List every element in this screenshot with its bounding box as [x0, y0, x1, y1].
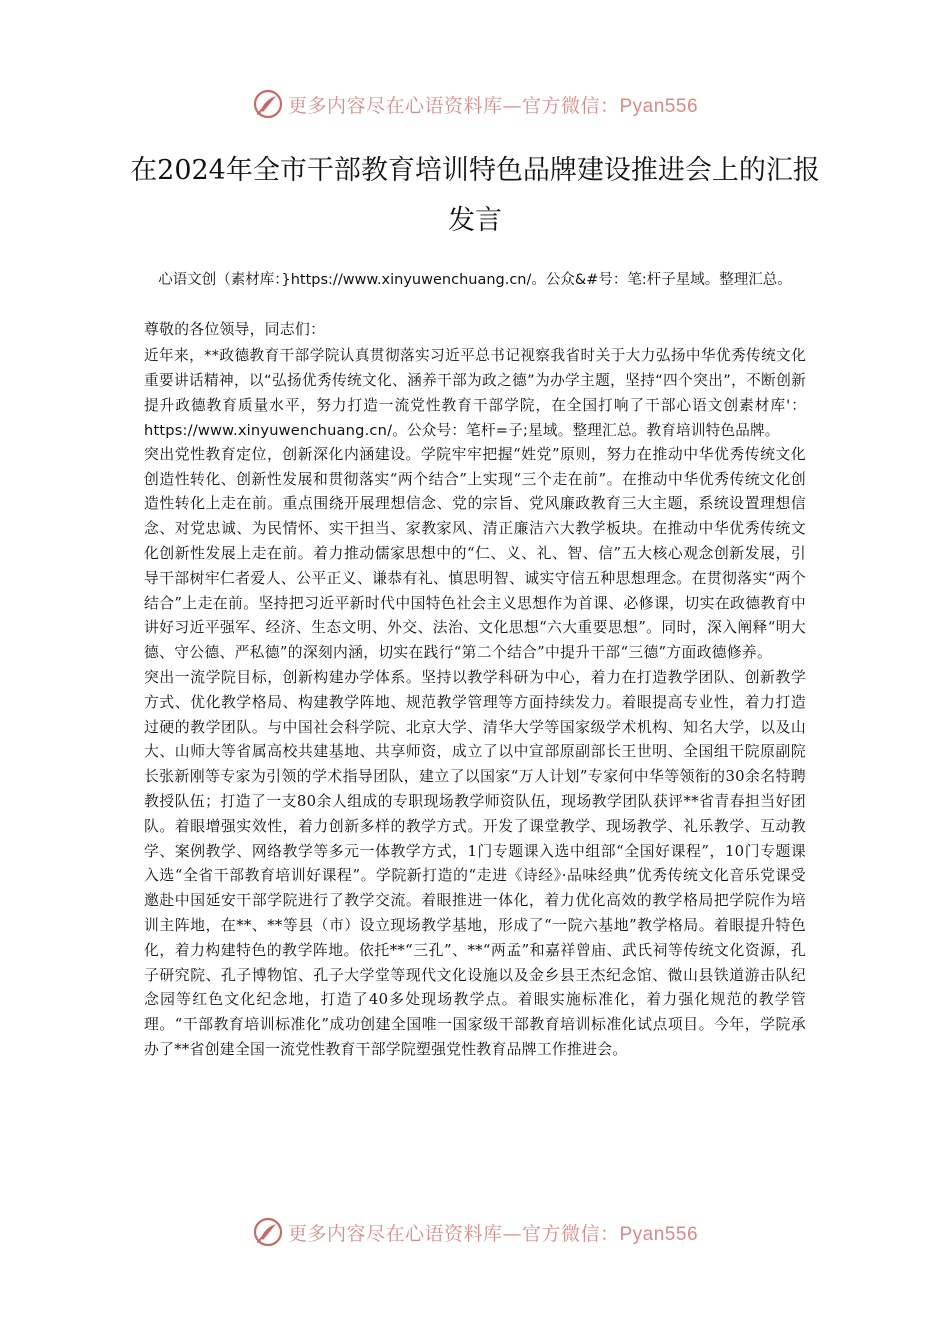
section-1-paragraph: 突出党性教育定位，创新深化内涵建设。学院牢牢把握“姓党”原则，努力在推动中华优秀传统文化创造性转化、创新性发展和贯彻落实“两个结合”上实现“三个走在前”。在推动中华优秀传统文化创造性转化上走在前。重点围绕开展理想信念、党的宗旨、党风廉政教育三大主题，系统设置理想信念、对党忠诚、为民情怀、实干担当、家教家风、清正廉洁六大教学板块。在推动中华优秀传统文化创新性发展上走在前。着力推动儒家思想中的“仁、义、礼、智、信”五大核心观念创新发展，引导干部树牢仁者爱人、公平正义、谦恭有礼、慎思明智、诚实守信五种思想理念。在贯彻落实“两个结合”上走在前。坚持把习近平新时代中国特色社会主义思想作为首课、必修课，切实在政德教育中讲好习近平强军、经济、生态文明、外交、法治、文化思想“六大重要思想”。同时，深入阐释“明大德、守公德、严私德”的深刻内涵，切实在践行“第二个结合”中提升干部“三德”方面政德修养。: [144, 445, 806, 662]
intro-paragraph: 近年来，**政德教育干部学院认真贯彻落实习近平总书记视察我省时关于大力弘扬中华优秀传统文化重要讲话精神，以“弘扬优秀传统文化、涵养干部为政之德”为办学主题，坚持“四个突出”，不断创新提升政德教育质量水平，努力打造一流党性教育干部学院，在全国打响了干部心语文创素材库'：https://www.xinyuwenchuang.cn/。公众号：笔杆=子;星域。整理汇总。教育培训特色品牌。: [144, 346, 806, 439]
logo-icon: [252, 1216, 284, 1248]
document-title: 在2024年全市干部教育培训特色品牌建设推进会上的汇报发言: [130, 155, 820, 236]
watermark-text: 更多内容尽在心语资料库—官方微信：Pyan556: [287, 94, 699, 117]
source-note: 心语文创（素材库：}https://www.xinyuwenchuang.cn/。公众&#号：笔:杆子星域。整理汇总。: [158, 272, 792, 288]
watermark-text: 更多内容尽在心语资料库—官方微信：Pyan556: [287, 1222, 699, 1245]
watermark-banner-bottom: [0, 1212, 950, 1252]
watermark-banner-top: [0, 84, 950, 124]
logo-icon: [252, 88, 284, 120]
salutation: 尊敬的各位领导，同志们：: [144, 321, 326, 338]
document-body: [144, 318, 806, 1063]
section-2-paragraph: 突出一流学院目标，创新构建办学体系。坚持以教学科研为中心，着力在打造教学团队、创新教学方式、优化教学格局、构建教学阵地、规范教学管理等方面持续发力。着眼提高专业性，着力打造过硬的教学团队。与中国社会科学院、北京大学、清华大学等国家级学术机构、知名大学，以及山大、山师大等省属高校共建基地、共享师资，成立了以中宣部原副部长王世明、全国组干院原副院长张新刚等专家为引领的学术指导团队，建立了以国家“万人计划”专家何中华等领衔的30余名特聘教授队伍；打造了一支80余人组成的专职现场教学师资队伍，现场教学团队获评**省青春担当好团队。着眼增强实效性，着力创新多样的教学方式。开发了课堂教学、现场教学、礼乐教学、互动教学、案例教学、网络教学等多元一体教学方式，1门专题课入选中组部“全国好课程”，10门专题课入选“全省干部教育培训好课程”。学院新打造的“走进《诗经》·品味经典”优秀传统文化音乐党课受邀赴中国延安干部学院进行了教学交流。着眼推进一体化，着力优化高效的教学格局把学院作为培训主阵地，在**、**等县（市）设立现场教学基地，形成了“一院六基地”教学格局。着眼提升特色化，着力构建特色的教学阵地。依托**“三孔”、**“两孟”和嘉祥曾庙、武氏祠等传统文化资源，孔子研究院、孔子博物馆、孔子大学堂等现代文化设施以及金乡县王杰纪念馆、微山县铁道游击队纪念园等红色文化纪念地，打造了40多处现场教学点。着眼实施标准化，着力强化规范的教学管理。“干部教育培训标准化”成功创建全国唯一国家级干部教育培训标准化试点项目。今年，学院承办了**省创建全国一流党性教育干部学院塑强党性教育品牌工作推进会。: [144, 668, 807, 1058]
